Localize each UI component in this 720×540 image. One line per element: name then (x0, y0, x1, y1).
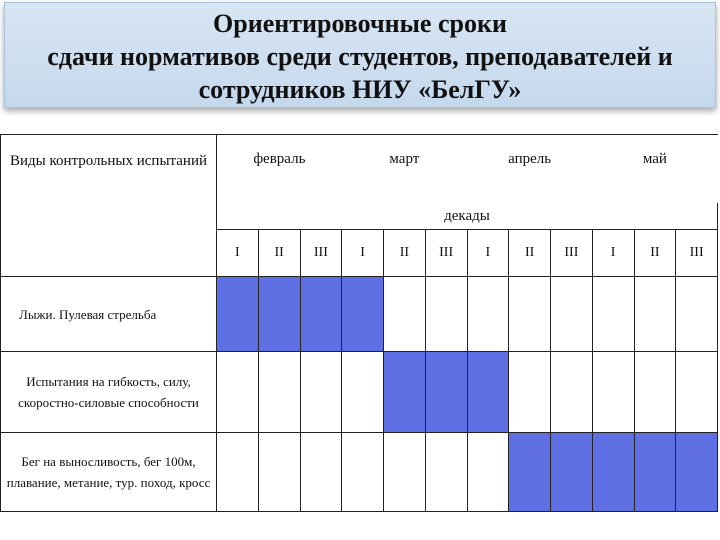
empty-cell (592, 352, 634, 433)
row-label: Испытания на гибкость, силу, скоростно-силовые способности (1, 352, 217, 433)
decade-cell: III (300, 230, 342, 277)
empty-cell (676, 277, 718, 352)
scheduled-cell (425, 352, 467, 433)
scheduled-cell (217, 277, 259, 352)
empty-cell (634, 277, 676, 352)
empty-cell (676, 352, 718, 433)
scheduled-cell (467, 352, 509, 433)
title-line-1: Ориентировочные сроки (213, 9, 507, 38)
empty-cell (425, 433, 467, 512)
empty-cell (342, 352, 384, 433)
row-label: Лыжи. Пулевая стрельба (1, 277, 217, 352)
empty-cell (634, 352, 676, 433)
scheduled-cell (551, 433, 593, 512)
schedule-row (1, 277, 718, 352)
empty-cell (425, 277, 467, 352)
month-march: март (342, 135, 467, 204)
empty-cell (592, 277, 634, 352)
month-february: февраль (217, 135, 342, 204)
empty-cell (342, 433, 384, 512)
decade-cell: III (676, 230, 718, 277)
empty-cell (509, 277, 551, 352)
scheduled-cell (634, 433, 676, 512)
scheduled-cell (676, 433, 718, 512)
empty-cell (467, 433, 509, 512)
activity-type-header-label: Виды контрольных испытаний (9, 153, 208, 169)
decade-cell: II (258, 230, 300, 277)
schedule-row (1, 433, 718, 512)
empty-cell (300, 352, 342, 433)
decade-cell: II (509, 230, 551, 277)
schedule-table (0, 134, 718, 512)
month-april: апрель (467, 135, 592, 204)
month-may: май (592, 135, 717, 204)
empty-cell (300, 433, 342, 512)
title-line-3: сотрудников НИУ «БелГУ» (198, 75, 522, 104)
scheduled-cell (384, 352, 426, 433)
empty-cell (217, 433, 259, 512)
decade-cell: I (467, 230, 509, 277)
empty-cell (551, 352, 593, 433)
empty-cell (217, 352, 259, 433)
title-line-2: сдачи нормативов среди студентов, преподавателей и (47, 42, 673, 71)
row-label: Бег на выносливость, бег 100м, плавание, метание, тур. поход, кросс (1, 433, 217, 512)
empty-cell (467, 277, 509, 352)
empty-cell (509, 352, 551, 433)
decade-cell: II (634, 230, 676, 277)
empty-cell (384, 277, 426, 352)
scheduled-cell (342, 277, 384, 352)
scheduled-cell (300, 277, 342, 352)
scheduled-cell (592, 433, 634, 512)
decade-cell: I (592, 230, 634, 277)
scheduled-cell (509, 433, 551, 512)
decade-cell: I (342, 230, 384, 277)
scheduled-cell (258, 277, 300, 352)
decade-cell: I (217, 230, 259, 277)
decade-cell: III (425, 230, 467, 277)
decades-header: декады (217, 203, 718, 230)
empty-cell (384, 433, 426, 512)
empty-cell (258, 352, 300, 433)
title-banner (4, 2, 716, 108)
empty-cell (258, 433, 300, 512)
decade-cell: II (384, 230, 426, 277)
activity-type-header (1, 135, 217, 277)
empty-cell (551, 277, 593, 352)
schedule-row (1, 352, 718, 433)
decade-cell: III (551, 230, 593, 277)
